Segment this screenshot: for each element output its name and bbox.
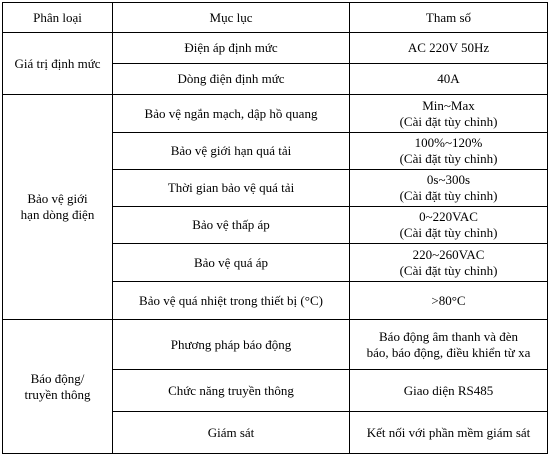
- category-cell-alarm-communication: [3, 320, 113, 454]
- param-cell: [350, 282, 548, 320]
- item-cell: Bảo vệ ngắn mạch, dập hồ quang: [113, 95, 350, 133]
- param-line: Min~Max: [422, 97, 475, 113]
- param-cell: [350, 133, 548, 170]
- item-cell: Phương pháp báo động: [113, 320, 350, 370]
- category-cell-current-protection: [3, 95, 113, 320]
- table-row: [3, 33, 548, 64]
- param-line: 40A: [437, 71, 460, 86]
- param-line: AC 220V 50Hz: [407, 40, 490, 55]
- header-item: Mục lục: [113, 3, 350, 33]
- param-line: (Cài đặt tùy chỉnh): [399, 151, 498, 166]
- param-cell: [350, 207, 548, 244]
- param-line: (Cài đặt tùy chỉnh): [399, 225, 498, 240]
- specification-table: [2, 2, 548, 454]
- table-row: [3, 320, 548, 370]
- param-line: Giao diện RS485: [403, 382, 494, 398]
- param-line: (Cài đặt tùy chỉnh): [399, 188, 498, 203]
- header-parameter: Tham số: [350, 3, 548, 33]
- category-line: Bảo vệ giới: [27, 191, 88, 206]
- item-cell: Bảo vệ quá áp: [113, 244, 350, 282]
- item-cell: Chức năng truyền thông: [113, 370, 350, 412]
- item-cell: Dòng điện định mức: [113, 64, 350, 95]
- param-cell: [350, 33, 548, 64]
- table-row: [3, 95, 548, 133]
- param-line: (Cài đặt tùy chỉnh): [399, 113, 498, 129]
- category-cell-rated-values: Giá trị định mức: [3, 33, 113, 95]
- item-cell: Điện áp định mức: [113, 33, 350, 64]
- param-line: 0~220VAC: [419, 209, 478, 224]
- item-cell: Bảo vệ quá nhiệt trong thiết bị (°C): [113, 282, 350, 320]
- table-header-row: [3, 3, 548, 33]
- param-cell: [350, 412, 548, 454]
- param-line: 0s~300s: [426, 172, 471, 187]
- param-line: 220~260VAC: [412, 246, 485, 262]
- param-line: 100%~120%: [414, 135, 483, 150]
- param-line: báo, báo động, điều khiển từ xa: [366, 344, 531, 360]
- param-cell: [350, 244, 548, 282]
- param-line: (Cài đặt tùy chỉnh): [399, 262, 498, 278]
- param-line: Kết nối với phần mềm giám sát: [366, 424, 531, 440]
- param-line: >80°C: [431, 292, 466, 308]
- param-cell: [350, 320, 548, 370]
- param-cell: [350, 170, 548, 207]
- item-cell: Thời gian bảo vệ quá tải: [113, 170, 350, 207]
- category-line: hạn dòng điện: [20, 207, 95, 222]
- param-cell: [350, 95, 548, 133]
- param-cell: [350, 64, 548, 95]
- item-cell: Giám sát: [113, 412, 350, 454]
- category-line: truyền thông: [24, 386, 91, 402]
- header-category: Phân loại: [3, 3, 113, 33]
- param-cell: [350, 370, 548, 412]
- item-cell: Bảo vệ giới hạn quá tải: [113, 133, 350, 170]
- category-line: Báo động/: [30, 370, 85, 386]
- item-cell: Bảo vệ thấp áp: [113, 207, 350, 244]
- param-line: Báo động âm thanh và đèn: [379, 328, 518, 344]
